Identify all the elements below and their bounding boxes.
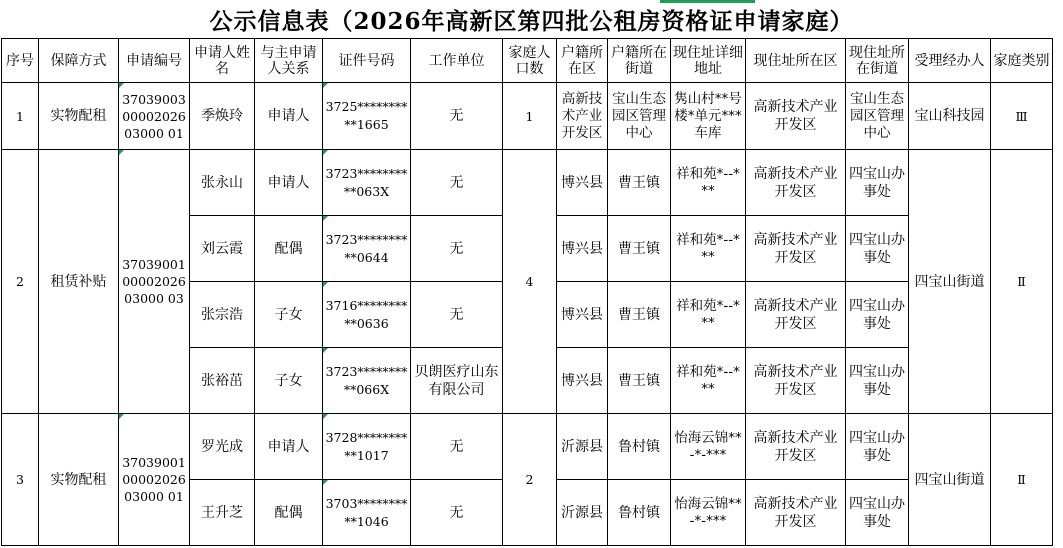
header-cell: 现住址所在街道 <box>846 39 909 83</box>
addr-district-cell: 高新技术产业开发区 <box>746 216 846 282</box>
category-cell: Ⅲ <box>991 83 1053 150</box>
table-row <box>2 83 1053 150</box>
header-cell: 户籍所在区 <box>557 39 608 83</box>
mode-cell: 实物配租 <box>39 83 119 150</box>
hukou-street-cell: 曹王镇 <box>608 150 671 216</box>
category-cell: Ⅱ <box>991 150 1053 414</box>
name-cell: 张永山 <box>190 150 255 216</box>
header-cell: 与主申请人关系 <box>255 39 323 83</box>
addr-street-cell: 四宝山办事处 <box>846 480 909 546</box>
hukou-district-cell: 沂源县 <box>557 414 608 480</box>
agent-cell: 四宝山街道 <box>909 150 991 414</box>
header-cell: 家庭人口数 <box>503 39 557 83</box>
addr-street-cell: 宝山生态园区管理中心 <box>850 90 904 141</box>
addr-district-cell: 高新技术产业开发区 <box>746 414 846 480</box>
app-no-cell: 370390030000202603000 01 <box>119 83 190 150</box>
work-cell: 贝朗医疗山东有限公司 <box>411 348 503 414</box>
header-cell: 申请编号 <box>119 39 190 83</box>
count-cell: 4 <box>503 150 557 414</box>
id-cell: 3725**********1665 <box>323 83 411 150</box>
hukou-street-cell: 曹王镇 <box>608 282 671 348</box>
name-cell: 张宗浩 <box>190 282 255 348</box>
hukou-district-cell: 沂源县 <box>557 480 608 546</box>
app-no-cell: 370390010000202603000 03 <box>119 150 190 414</box>
relation-cell: 配偶 <box>255 216 323 282</box>
addr-district-cell: 高新技术产业开发区 <box>746 282 846 348</box>
name-cell: 刘云霞 <box>190 216 255 282</box>
relation-cell: 申请人 <box>255 414 323 480</box>
seq-cell: 2 <box>2 150 39 414</box>
address-cell: 隽山村**号楼*单元***车库 <box>671 83 746 150</box>
header-cell: 序号 <box>2 39 39 83</box>
name-cell: 王升芝 <box>190 480 255 546</box>
address-cell: 怡海云锦**-*-*** <box>671 480 746 546</box>
address-cell: 怡海云锦**-*-*** <box>671 414 746 480</box>
hukou-street-cell: 曹王镇 <box>608 348 671 414</box>
work-cell: 无 <box>411 414 503 480</box>
hukou-district-cell: 博兴县 <box>557 282 608 348</box>
id-cell: 3716**********0636 <box>323 282 411 348</box>
relation-cell: 申请人 <box>255 83 323 150</box>
relation-cell: 配偶 <box>255 480 323 546</box>
addr-district-cell: 高新技术产业开发区 <box>746 83 846 150</box>
header-cell: 保障方式 <box>39 39 119 83</box>
id-cell: 3728**********1017 <box>323 414 411 480</box>
hukou-street-cell: 曹王镇 <box>608 216 671 282</box>
count-cell: 1 <box>503 83 557 150</box>
header-cell: 户籍所在街道 <box>608 39 671 83</box>
hukou-district-cell: 博兴县 <box>557 216 608 282</box>
name-cell: 季焕玲 <box>190 83 255 150</box>
hukou-district-cell: 博兴县 <box>557 150 608 216</box>
hukou-district-cell: 博兴县 <box>557 348 608 414</box>
addr-district-cell: 高新技术产业开发区 <box>746 150 846 216</box>
category-cell: Ⅱ <box>991 414 1053 546</box>
name-cell: 罗光成 <box>190 414 255 480</box>
agent-cell: 四宝山街道 <box>909 414 991 546</box>
header-cell: 家庭类别 <box>991 39 1053 83</box>
id-cell: 3703**********1046 <box>323 480 411 546</box>
addr-street-cell: 四宝山办事处 <box>846 216 909 282</box>
header-row <box>2 39 1053 83</box>
work-cell: 无 <box>411 480 503 546</box>
id-cell: 3723**********063X <box>323 150 411 216</box>
address-cell: 祥和苑*--*** <box>671 150 746 216</box>
page-title: 公示信息表（2026年高新区第四批公租房资格证申请家庭） <box>209 7 854 35</box>
mode-cell: 实物配租 <box>39 414 119 546</box>
header-cell: 申请人姓名 <box>190 39 255 83</box>
seq-cell: 3 <box>2 414 39 546</box>
relation-cell: 子女 <box>255 348 323 414</box>
addr-street-cell: 四宝山办事处 <box>846 282 909 348</box>
work-cell: 无 <box>411 282 503 348</box>
app-no-cell: 370390010000202603000 01 <box>119 414 190 546</box>
id-cell: 3723**********066X <box>323 348 411 414</box>
addr-street-cell: 四宝山办事处 <box>846 414 909 480</box>
table-row <box>2 414 1053 480</box>
work-cell: 无 <box>411 216 503 282</box>
count-cell: 2 <box>503 414 557 546</box>
applicant-table <box>1 38 1053 546</box>
addr-district-cell: 高新技术产业开发区 <box>746 348 846 414</box>
hukou-street-cell: 鲁村镇 <box>608 480 671 546</box>
hukou-street-cell: 宝山生态园区管理中心 <box>608 83 671 150</box>
header-cell: 受理经办人 <box>909 39 991 83</box>
header-cell: 工作单位 <box>411 39 503 83</box>
seq-cell: 1 <box>2 83 39 150</box>
relation-cell: 子女 <box>255 282 323 348</box>
agent-cell: 宝山科技园 <box>909 83 991 150</box>
address-cell: 祥和苑*--*** <box>671 216 746 282</box>
work-cell: 无 <box>411 150 503 216</box>
mode-cell: 租赁补贴 <box>39 150 119 414</box>
addr-street-cell: 四宝山办事处 <box>846 348 909 414</box>
addr-district-cell: 高新技术产业开发区 <box>746 480 846 546</box>
hukou-street-cell: 鲁村镇 <box>608 414 671 480</box>
header-cell: 现住址详细地址 <box>671 39 746 83</box>
address-cell: 祥和苑*--*** <box>671 282 746 348</box>
work-cell: 无 <box>411 83 503 150</box>
hukou-district-cell: 高新技术产业开发区 <box>557 83 608 150</box>
header-cell: 现住址所在区 <box>746 39 846 83</box>
name-cell: 张裕茁 <box>190 348 255 414</box>
header-cell: 证件号码 <box>323 39 411 83</box>
relation-cell: 申请人 <box>255 150 323 216</box>
address-cell: 祥和苑*--*** <box>671 348 746 414</box>
addr-street-cell: 四宝山办事处 <box>846 150 909 216</box>
table-row <box>2 150 1053 216</box>
id-cell: 3723**********0644 <box>323 216 411 282</box>
